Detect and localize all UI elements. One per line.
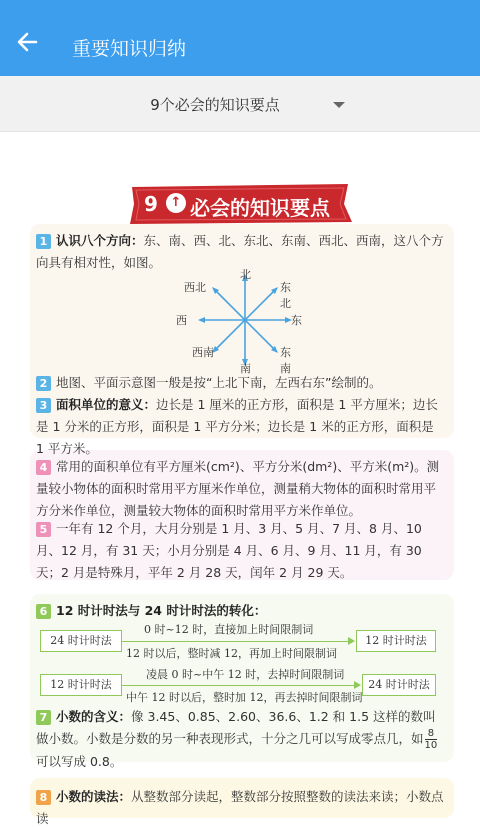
item-3 [36, 394, 444, 460]
item-5 [36, 518, 444, 584]
item-text: 常用的面积单位有平方厘米(cm²)、平方分米(dm²)、平方米(m²)。测量较小物体的面积时常用平方厘米作单位，测量稍大物体的面积时常用平方分米作单位，测量较大物体的面积时常用平方米作单位。 [36, 459, 440, 518]
arrow-up-icon: ↑ [166, 193, 186, 213]
item-text-end: 可以写成 0.8。 [36, 754, 123, 769]
item-7 [36, 706, 444, 773]
banner-title: 必会的知识要点 [190, 196, 330, 220]
item-key: 12 时计时法与 24 时计时法的转化： [56, 603, 267, 618]
caret-down-icon [333, 102, 345, 108]
item-key: 小数的读法： [56, 789, 132, 804]
dir-east: 东 [291, 314, 302, 327]
page-title: 重要知识归纳 [72, 38, 187, 60]
item-number: 4 [36, 460, 51, 475]
item-8 [36, 786, 444, 830]
item-text: 从整数部分读起，整数部分按照整数的读法来读；小数点读 [36, 789, 444, 826]
item-key: 认识八个方向： [56, 233, 144, 248]
item-text: 东、南、西、北、东北、东南、西北、西南，这八个方向具有相对性，如图。 [36, 233, 444, 270]
item-text: 地图、平面示意图一般是按“上北下南，左西右东”绘制的。 [56, 375, 382, 390]
box-24h-b: 24 时计时法 [362, 674, 436, 696]
conv-bottom-b: 中午 12 时以后，整时加 12，再去掉时间限制词 [126, 691, 363, 704]
item-number: 6 [36, 604, 51, 619]
back-button[interactable] [14, 30, 42, 54]
item-number: 8 [36, 790, 51, 805]
item-number: 2 [36, 376, 51, 391]
box-24h-a: 24 时计时法 [40, 630, 122, 652]
topic-dropdown[interactable] [0, 76, 480, 132]
dir-west: 西 [176, 314, 187, 327]
fraction [425, 728, 438, 751]
item-key: 小数的含义： [56, 709, 132, 724]
dir-northwest: 西北 [184, 281, 206, 294]
fraction-numerator: 8 [427, 728, 435, 739]
conv-top-a: 0 时~12 时，直接加上时间限制词 [144, 623, 314, 636]
box-12h-b: 12 时计时法 [40, 674, 122, 696]
section-banner [128, 184, 352, 224]
box-12h-a: 12 时计时法 [356, 630, 436, 652]
dir-south: 南 [240, 362, 251, 375]
compass-diagram [176, 268, 302, 375]
arrow-left-icon [14, 30, 42, 54]
conv-bottom-a: 12 时以后，整时减 12，再加上时间限制词 [126, 647, 337, 660]
item-text: 一年有 12 个月，大月分别是 1 月、3 月、5 月、7 月、8 月、10 月、12 月，有 31 天；小月分别是 4 月、6 月、9 月、11 月，有 30 天；2 月是特殊月，平年 2 月 28 天，闰年 2 月 29 天。 [36, 521, 422, 580]
item-2 [36, 372, 444, 394]
item-number: 3 [36, 398, 51, 413]
item-number: 1 [36, 234, 51, 249]
arrow-b-line [122, 685, 354, 686]
arrow-right-icon [354, 681, 361, 689]
banner-number: 9 [144, 192, 158, 216]
dir-southeast: 东南 [280, 346, 291, 375]
conv-top-b: 凌晨 0 时~中午 12 时，去掉时间限制词 [146, 668, 345, 681]
dir-north: 北 [240, 268, 251, 281]
item-number: 7 [36, 710, 51, 725]
arrow-right-icon [348, 637, 355, 645]
item-number: 5 [36, 522, 51, 537]
item-key: 面积单位的意义： [56, 397, 157, 412]
arrow-a-line [122, 641, 348, 642]
item-text: 边长是 1 厘米的正方形，面积是 1 平方厘米；边长是 1 分米的正方形，面积是 1 平方分米；边长是 1 米的正方形，面积是 1 平方米。 [36, 397, 438, 456]
dir-northeast: 东北 [280, 281, 291, 310]
dir-southwest: 西南 [192, 346, 214, 359]
knowledge-image [0, 132, 480, 826]
item-6 [36, 600, 444, 622]
app-bar [0, 0, 480, 76]
item-4 [36, 456, 444, 522]
item-text: 像 3.45、0.85、2.60、36.6、1.2 和 1.5 这样的数叫做小数。小数是分数的另一种表现形式，十分之几可以写成零点几，如 [36, 709, 436, 746]
fraction-denominator: 10 [424, 740, 438, 751]
dropdown-value: 9个必会的知识要点 [150, 96, 280, 114]
